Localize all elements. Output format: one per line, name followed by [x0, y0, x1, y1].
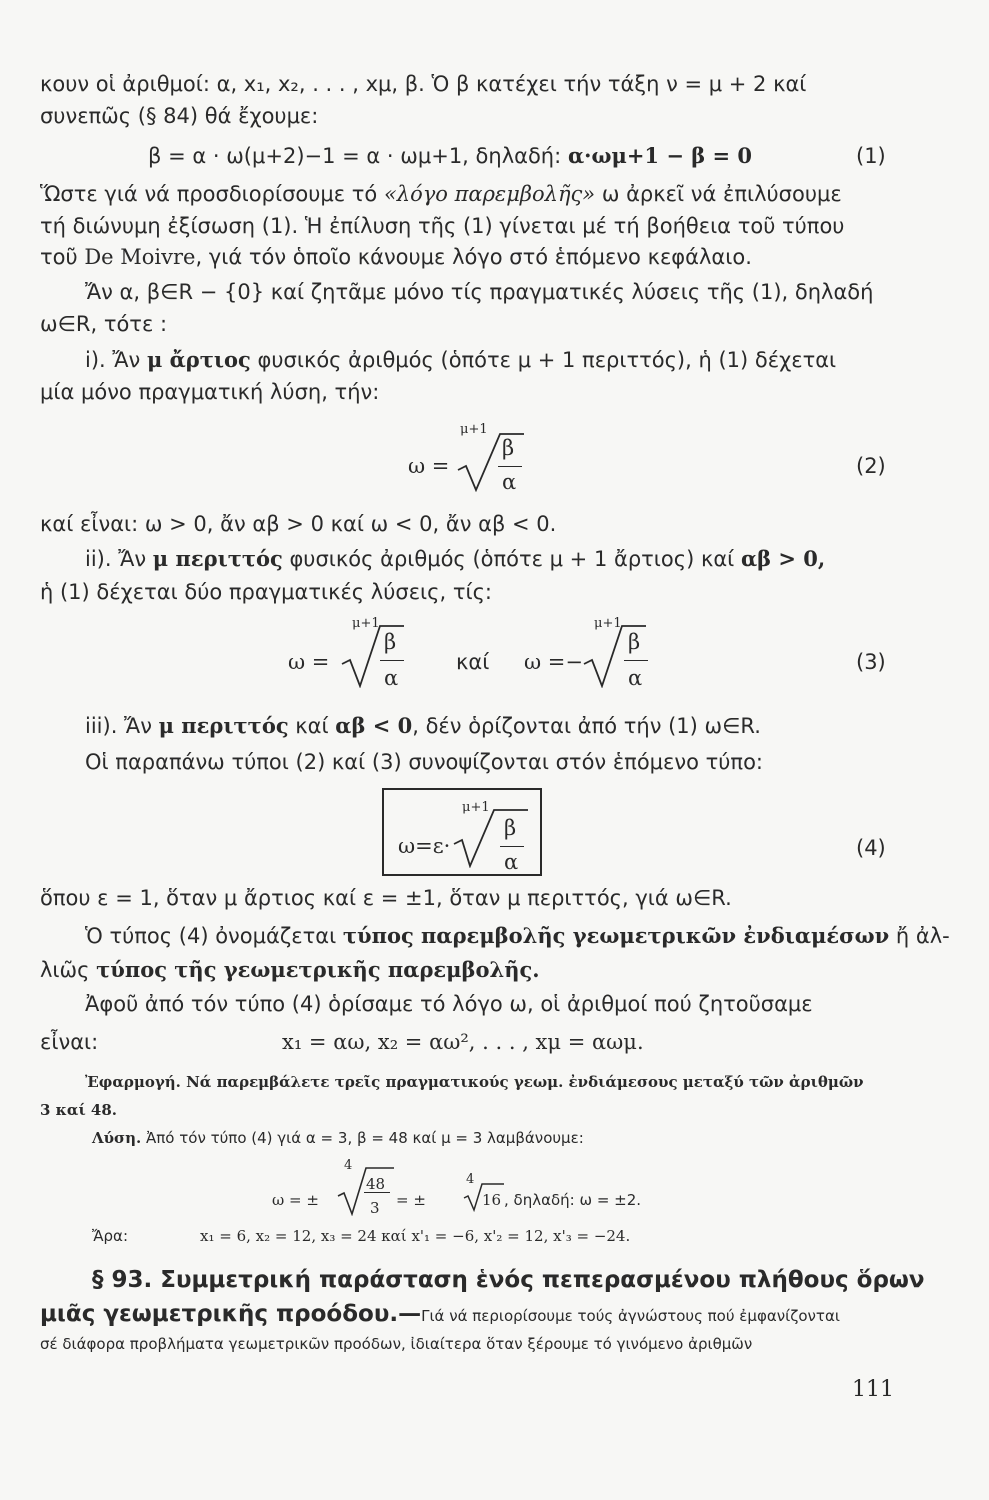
text-span-bold: αβ > 0,	[740, 546, 826, 571]
text-line	[40, 956, 540, 984]
text-span: iii). Ἄν	[85, 714, 159, 738]
eq5-fraction-bar	[364, 1192, 390, 1193]
text-line: τή διώνυμη ἐξίσωση (1). Ἡ ἐπίλυση τῆς (1) γίνεται μέ τή βοήθεια τοῦ τύπου	[40, 214, 845, 238]
eq3-denominator-a: α	[384, 666, 399, 690]
text-span-bold: αβ < 0	[335, 713, 413, 738]
text-line	[85, 712, 761, 740]
text-span: Ἀπό τόν τύπο (4) γιά α = 3, β = 48 καί μ = 3 λαμβάνουμε:	[141, 1129, 584, 1147]
text-span: λιῶς	[40, 958, 97, 982]
text-span-bold: μ περιττός	[158, 713, 289, 738]
text-line	[40, 180, 842, 208]
page-number: 111	[852, 1377, 894, 1402]
text-line: σέ διάφορα προβλήματα γεωμετρικῶν προόδων, ἰδιαίτερα ὅταν ξέρουμε τό γινόμενο ἀριθμῶν	[40, 1335, 753, 1353]
application-line: 3 καί 48.	[40, 1101, 118, 1119]
text-span-italic: «λόγο παρεμβολῆς»	[383, 182, 596, 206]
text-line: ω∈R, τότε :	[40, 312, 168, 336]
text-span-serif: De Moivre	[84, 245, 196, 269]
text-line	[85, 922, 950, 950]
eq5-radicand: 16	[482, 1191, 502, 1209]
eq5-root-index-a: 4	[344, 1158, 353, 1173]
equation-1-right: α·ωμ+1 − β = 0	[568, 143, 753, 168]
eq2-denominator: α	[502, 470, 517, 494]
equation-1-number: (1)	[856, 144, 886, 168]
solution-line	[92, 1124, 584, 1152]
section-heading-line	[40, 1300, 840, 1330]
formula-terms: x₁ = αω, x₂ = αω², . . . , xμ = αωμ.	[282, 1030, 644, 1054]
text-line: ἡ (1) δέχεται δύο πραγματικές λύσεις, τίς:	[40, 580, 492, 604]
text-line: Οἱ παραπάνω τύποι (2) καί (3) συνοψίζονται στόν ἑπόμενο τύπο:	[85, 750, 763, 774]
text-span-bold: μ περιττός	[152, 546, 283, 571]
section-heading: § 93. Συμμετρική παράσταση ἑνός πεπερασμένου πλήθους ὅρων	[92, 1267, 925, 1293]
result-line: x₁ = 6, x₂ = 12, x₃ = 24 καί x'₁ = −6, x'₂ = 12, x'₃ = −24.	[200, 1227, 631, 1245]
eq4-root-index: μ+1	[462, 800, 490, 815]
eq4-denominator: α	[504, 850, 519, 874]
text-span: ἤ ἀλ-	[889, 924, 950, 948]
text-line: Ἄν α, β∈R − {0} καί ζητᾶμε μόνο τίς πραγματικές λύσεις τῆς (1), δηλαδή	[85, 280, 874, 304]
text-span: φυσικός ἀριθμός (ὁπότε μ + 1 περιττός), ἡ (1) δέχεται	[250, 348, 837, 372]
text-span: , δέν ὁρίζονται ἀπό τήν (1) ω∈R.	[412, 714, 761, 738]
text-span-bold: Λύση.	[92, 1129, 142, 1147]
equation-1-left: β = α · ω(μ+2)−1 = α · ωμ+1, δηλαδή:	[148, 144, 562, 168]
text-span: Ὥστε γιά νά προσδιορίσουμε τό	[40, 182, 384, 206]
eq3-root-index-a: μ+1	[352, 616, 380, 631]
text-line	[85, 346, 836, 374]
eq3-denominator-b: α	[628, 666, 643, 690]
eq3-numerator-a: β	[384, 630, 397, 654]
eq5-tail: , δηλαδή: ω = ±2.	[504, 1191, 642, 1209]
eq5-denominator: 3	[370, 1199, 380, 1217]
text-span: τοῦ	[40, 245, 85, 269]
eq3-fraction-bar-b	[624, 660, 648, 661]
text-line: μία μόνο πραγματική λύση, τήν:	[40, 380, 380, 404]
text-span: καί	[288, 714, 336, 738]
eq3-lhs-b: ω =−	[524, 650, 583, 674]
eq3-fraction-bar-a	[380, 660, 404, 661]
text-line: καί εἶναι: ω > 0, ἄν αβ > 0 καί ω < 0, ἄν αβ < 0.	[40, 512, 557, 536]
text-line: ὅπου ε = 1, ὅταν μ ἄρτιος καί ε = ±1, ὅταν μ περιττός, γιά ω∈R.	[40, 886, 732, 910]
text-span-bold: τύπος τῆς γεωμετρικῆς παρεμβολῆς.	[96, 957, 540, 982]
text-span: , γιά τόν ὁποῖο κάνουμε λόγο στό ἑπόμενο κεφάλαιο.	[195, 245, 752, 269]
text-line: συνεπῶς (§ 84) θά ἔχουμε:	[40, 104, 319, 128]
eq3-numerator-b: β	[628, 630, 641, 654]
text-line-label: εἶναι:	[40, 1030, 99, 1054]
eq4-lhs: ω=ε·	[398, 834, 451, 858]
eq5-lhs: ω = ±	[272, 1191, 319, 1209]
eq2-root-index: μ+1	[460, 422, 488, 437]
text-line	[40, 243, 752, 271]
text-line	[85, 545, 825, 573]
eq2-fraction-bar	[498, 466, 522, 467]
eq4-numerator: β	[504, 816, 517, 840]
text-line: κουν οἱ ἀριθμοί: α, x₁, x₂, . . . , xμ, β. Ὁ β κατέχει τήν τάξη ν = μ + 2 καί	[40, 72, 807, 96]
text-span: ii). Ἄν	[85, 547, 153, 571]
text-span: Ὁ τύπος (4) ὀνομάζεται	[85, 924, 343, 948]
text-span-bold: μ ἄρτιος	[146, 347, 251, 372]
eq5-root-index-b: 4	[466, 1172, 475, 1187]
text-span-bold: τύπος παρεμβολῆς γεωμετρικῶν ἐνδιαμέσων	[342, 923, 890, 948]
eq2-lhs: ω =	[408, 454, 450, 478]
text-span: φυσικός ἀριθμός (ὁπότε μ + 1 ἄρτιος) καί	[282, 547, 741, 571]
eq5-numerator: 48	[366, 1175, 386, 1193]
text-span: Γιά νά περιορίσουμε τούς ἀγνώστους πού ἐμφανίζονται	[421, 1307, 840, 1325]
eq3-lhs-a: ω =	[288, 650, 330, 674]
eq5-middle: = ±	[396, 1191, 426, 1209]
text-span: ω ἀρκεῖ νά ἐπιλύσουμε	[595, 182, 842, 206]
eq4-radical-sign	[452, 808, 530, 868]
eq3-root-index-b: μ+1	[594, 616, 622, 631]
application-line: Ἐφαρμογή. Νά παρεμβάλετε τρεῖς πραγματικούς γεωμ. ἐνδιάμεσους μεταξύ τῶν ἀριθμῶν	[85, 1073, 864, 1091]
text-line-label: Ἄρα:	[92, 1227, 128, 1245]
text-line: Ἀφοῦ ἀπό τόν τύπο (4) ὁρίσαμε τό λόγο ω, οἱ ἀριθμοί πού ζητοῦσαμε	[85, 992, 813, 1016]
equation-2-number: (2)	[856, 454, 886, 478]
section-heading-title: μιᾶς γεωμετρικῆς προόδου.—	[40, 1301, 422, 1327]
text-span: i). Ἄν	[85, 348, 147, 372]
eq3-kai: καί	[456, 650, 490, 674]
eq2-numerator: β	[502, 436, 515, 460]
equation-3-number: (3)	[856, 650, 886, 674]
eq4-fraction-bar	[500, 846, 524, 847]
equation-4-number: (4)	[856, 836, 886, 860]
